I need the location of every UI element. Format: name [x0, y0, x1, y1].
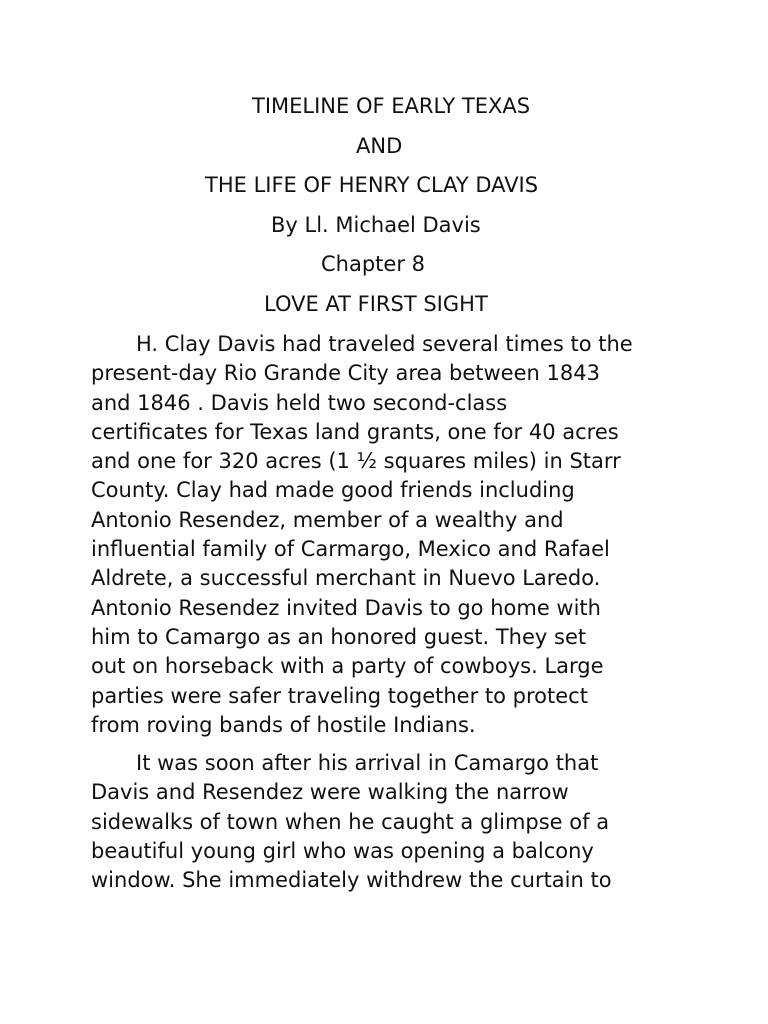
paragraph-line: It was soon after his arrival in Camargo that: [136, 751, 599, 775]
paragraph-line: out on horseback with a party of cowboys. Large: [91, 654, 604, 679]
paragraph-line: present-day Rio Grande City area between 1843: [91, 361, 600, 386]
paragraph-line: from roving bands of hostile Indians.: [91, 712, 476, 737]
paragraph-line: certificates for Texas land grants, one for 40 acres: [91, 419, 619, 444]
paragraph-line: window. She immediately withdrew the curtain to: [91, 868, 612, 893]
paragraph-line: and one for 320 acres (1 ½ squares miles) in Starr: [91, 449, 621, 474]
title-heading: TIMELINE OF EARLY TEXAS: [252, 94, 531, 118]
paragraph-line: Antonio Resendez invited Davis to go home with: [91, 595, 601, 620]
paragraph-line: Aldrete, a successful merchant in Nuevo Laredo.: [91, 566, 601, 591]
paragraph-1: [91, 330, 691, 740]
chapter-number: Chapter 8: [321, 252, 425, 276]
paragraph-2: [91, 749, 691, 895]
paragraph-line: him to Camargo as an honored guest. They set: [91, 624, 587, 649]
title-conjunction: AND: [356, 134, 403, 158]
author-line: By Ll. Michael Davis: [271, 213, 481, 237]
paragraph-line: influential family of Carmargo, Mexico and Rafael: [91, 537, 610, 562]
paragraph-line: beautiful young girl who was opening a balcony: [91, 838, 594, 863]
chapter-title: LOVE AT FIRST SIGHT: [264, 292, 488, 316]
paragraph-line: H. Clay Davis had traveled several times to the: [136, 332, 633, 356]
subtitle-heading: THE LIFE OF HENRY CLAY DAVIS: [205, 173, 539, 197]
paragraph-line: Antonio Resendez, member of a wealthy and: [91, 507, 564, 532]
paragraph-line: sidewalks of town when he caught a glimpse of a: [91, 809, 610, 834]
paragraph-line: County. Clay had made good friends including: [91, 478, 575, 503]
paragraph-line: Davis and Resendez were walking the narrow: [91, 780, 569, 805]
paragraph-line: parties were safer traveling together to protect: [91, 683, 588, 708]
paragraph-line: and 1846 . Davis held two second-class: [91, 390, 508, 415]
